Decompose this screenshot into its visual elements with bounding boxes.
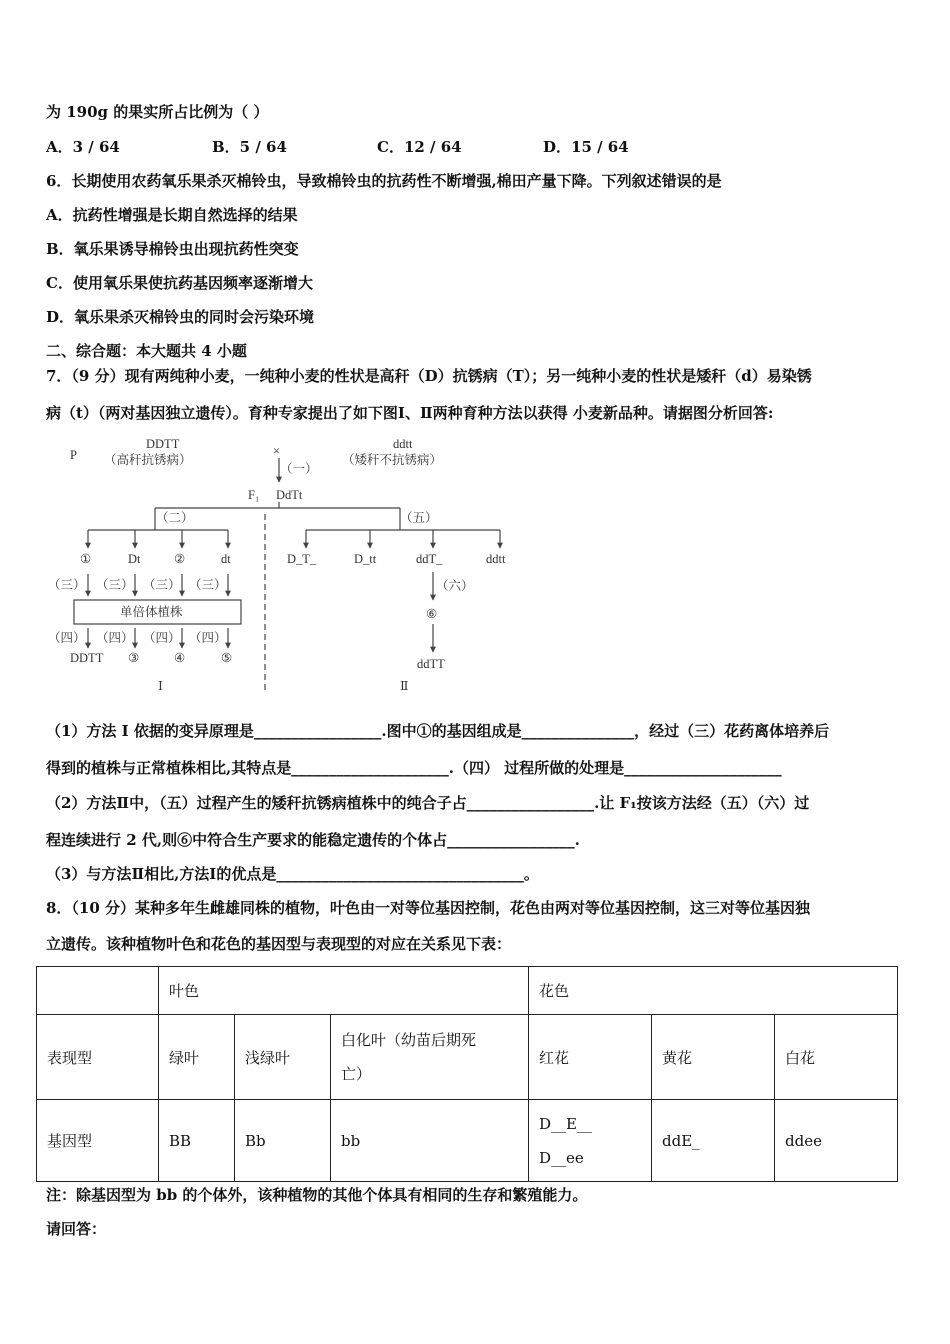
q7-part2-line1: （2）方法Ⅱ中，（五）过程产生的矮秆抗锈病植株中的纯合子占_________________.让 F₁按该方法经（五）（六）过	[46, 794, 810, 812]
q6-option-b[interactable]: B．氧乐果诱导棉铃虫出现抗药性突变	[46, 240, 299, 258]
genotype-red-2: D__ee	[539, 1148, 584, 1167]
step3-label: （三）	[143, 578, 181, 592]
q7-part3: （3）与方法Ⅱ相比,方法Ⅰ的优点是_________________________________。	[46, 865, 539, 883]
table-note: 注：除基因型为 bb 的个体外，该种植物的其他个体具有相同的生存和繁殖能力。	[46, 1186, 588, 1204]
offspring-dtt: D_tt	[354, 552, 377, 566]
phenotype-white-leaf-1: 白化叶（幼苗后期死	[341, 1031, 477, 1049]
genotype-table	[36, 966, 898, 1182]
haploid-label: 单倍体植株	[120, 605, 183, 619]
q6-option-a[interactable]: A．抗药性增强是长期自然选择的结果	[46, 206, 298, 224]
question-7-line2: 病（t）（两对基因独立遗传）。育种专家提出了如下图Ⅰ、Ⅱ两种育种方法以获得 小麦新品种。请据图分析回答:	[46, 404, 774, 422]
result-5: ⑤	[221, 651, 233, 665]
step4-label: （四）	[189, 631, 227, 645]
genotype-cell	[529, 1100, 652, 1182]
leaf-color-header: 叶色	[159, 967, 529, 1015]
question-6: 6．长期使用农药氧乐果杀灭棉铃虫，导致棉铃虫的抗药性不断增强,棉田产量下降。下列叙述错误的是	[46, 172, 722, 190]
step4-label: （四）	[96, 631, 134, 645]
step1-label: （一）	[280, 462, 318, 476]
step6-label: （六）	[436, 579, 474, 593]
phenotype-cell: 浅绿叶	[235, 1015, 331, 1100]
offspring-dt: D_T_	[287, 552, 317, 566]
step5-label: （五）	[400, 511, 438, 525]
step3-label: （三）	[48, 578, 86, 592]
phenotype-cell: 白花	[775, 1015, 898, 1100]
q6-option-d[interactable]: D．氧乐果杀灭棉铃虫的同时会污染环境	[46, 308, 315, 326]
genotype-label: 基因型	[37, 1100, 159, 1182]
parent2-genotype: ddtt	[393, 437, 413, 451]
step3-label: （三）	[189, 578, 227, 592]
gamete-dt-lower: dt	[221, 552, 231, 566]
question-7-line1: 7．（9 分）现有两纯种小麦，一纯种小麦的性状是高秆（D）抗锈病（T）；另一纯种小麦的性状是矮秆（d）易染锈	[46, 367, 812, 385]
phenotype-cell: 红花	[529, 1015, 652, 1100]
parent1-genotype: DDTT	[146, 437, 180, 451]
q7-part1-line1: （1）方法 I 依据的变异原理是_________________.图中①的基因组成是_______________，经过（三）花药离体培养后	[46, 722, 830, 740]
genotype-cell: ddE_	[652, 1100, 775, 1182]
q7-part1-line2: 得到的植株与正常植株相比,其特点是_____________________.（四） 过程所做的处理是_____________________	[46, 759, 782, 777]
result-ddtt: DDTT	[70, 651, 104, 665]
parent2-note: （矮秆不抗锈病）	[342, 453, 443, 467]
phenotype-label: 表现型	[37, 1015, 159, 1100]
phenotype-cell	[331, 1015, 529, 1100]
offspring-ddtt: ddtt	[486, 552, 506, 566]
result-4: ④	[174, 651, 186, 665]
please-answer: 请回答：	[46, 1220, 107, 1238]
option-d[interactable]: D．15 / 64	[543, 138, 629, 156]
section-heading: 二、综合题：本大题共 4 小题	[46, 342, 247, 360]
phenotype-cell: 黄花	[652, 1015, 775, 1100]
option-b[interactable]: B．5 / 64	[212, 138, 287, 156]
step4-label: （四）	[143, 631, 181, 645]
flower-color-header: 花色	[529, 967, 898, 1015]
diagram-p-label: P	[70, 448, 77, 462]
phenotype-white-leaf-2: 亡）	[341, 1065, 372, 1083]
method-2-label: Ⅱ	[400, 679, 409, 693]
q6-option-c[interactable]: C．使用氧乐果使抗药基因频率逐渐增大	[46, 274, 313, 292]
empty-cell	[37, 967, 159, 1015]
genotype-cell: ddee	[775, 1100, 898, 1182]
final-genotype: ddTT	[417, 657, 445, 671]
question-8-line2: 立遗传。该种植物叶色和花色的基因型与表现型的对应在关系见下表：	[46, 935, 512, 953]
offspring-ddt: ddT_	[416, 552, 443, 566]
option-c[interactable]: C．12 / 64	[377, 138, 462, 156]
gamete-dt: Dt	[128, 552, 141, 566]
step4-label: （四）	[48, 631, 86, 645]
gamete-2: ②	[174, 552, 186, 566]
q7-part2-line2: 程连续进行 2 代,则⑥中符合生产要求的能稳定遗传的个体占_________________.	[46, 831, 580, 849]
step2-label: （二）	[156, 511, 194, 525]
genotype-red-1: D__E__	[539, 1114, 592, 1133]
gamete-1: ①	[80, 552, 92, 566]
genotype-cell: bb	[331, 1100, 529, 1182]
phenotype-cell: 绿叶	[159, 1015, 235, 1100]
question-8-line1: 8．（10 分）某种多年生雌雄同株的植物，叶色由一对等位基因控制，花色由两对等位基因控制，这三对等位基因独	[46, 899, 811, 917]
step3-label: （三）	[96, 578, 134, 592]
genotype-cell: BB	[159, 1100, 235, 1182]
cross-symbol: ×	[273, 444, 281, 458]
result-6: ⑥	[426, 607, 438, 621]
parent1-note: （高秆抗锈病）	[104, 453, 192, 467]
f1-label: F₁	[248, 488, 260, 502]
method-1-label: Ⅰ	[158, 679, 163, 693]
line-fragment: 为 190g 的果实所占比例为（ ）	[46, 103, 269, 121]
f1-genotype: DdTt	[276, 488, 303, 502]
genotype-cell: Bb	[235, 1100, 331, 1182]
option-a[interactable]: A．3 / 64	[46, 138, 120, 156]
result-3: ③	[128, 651, 140, 665]
